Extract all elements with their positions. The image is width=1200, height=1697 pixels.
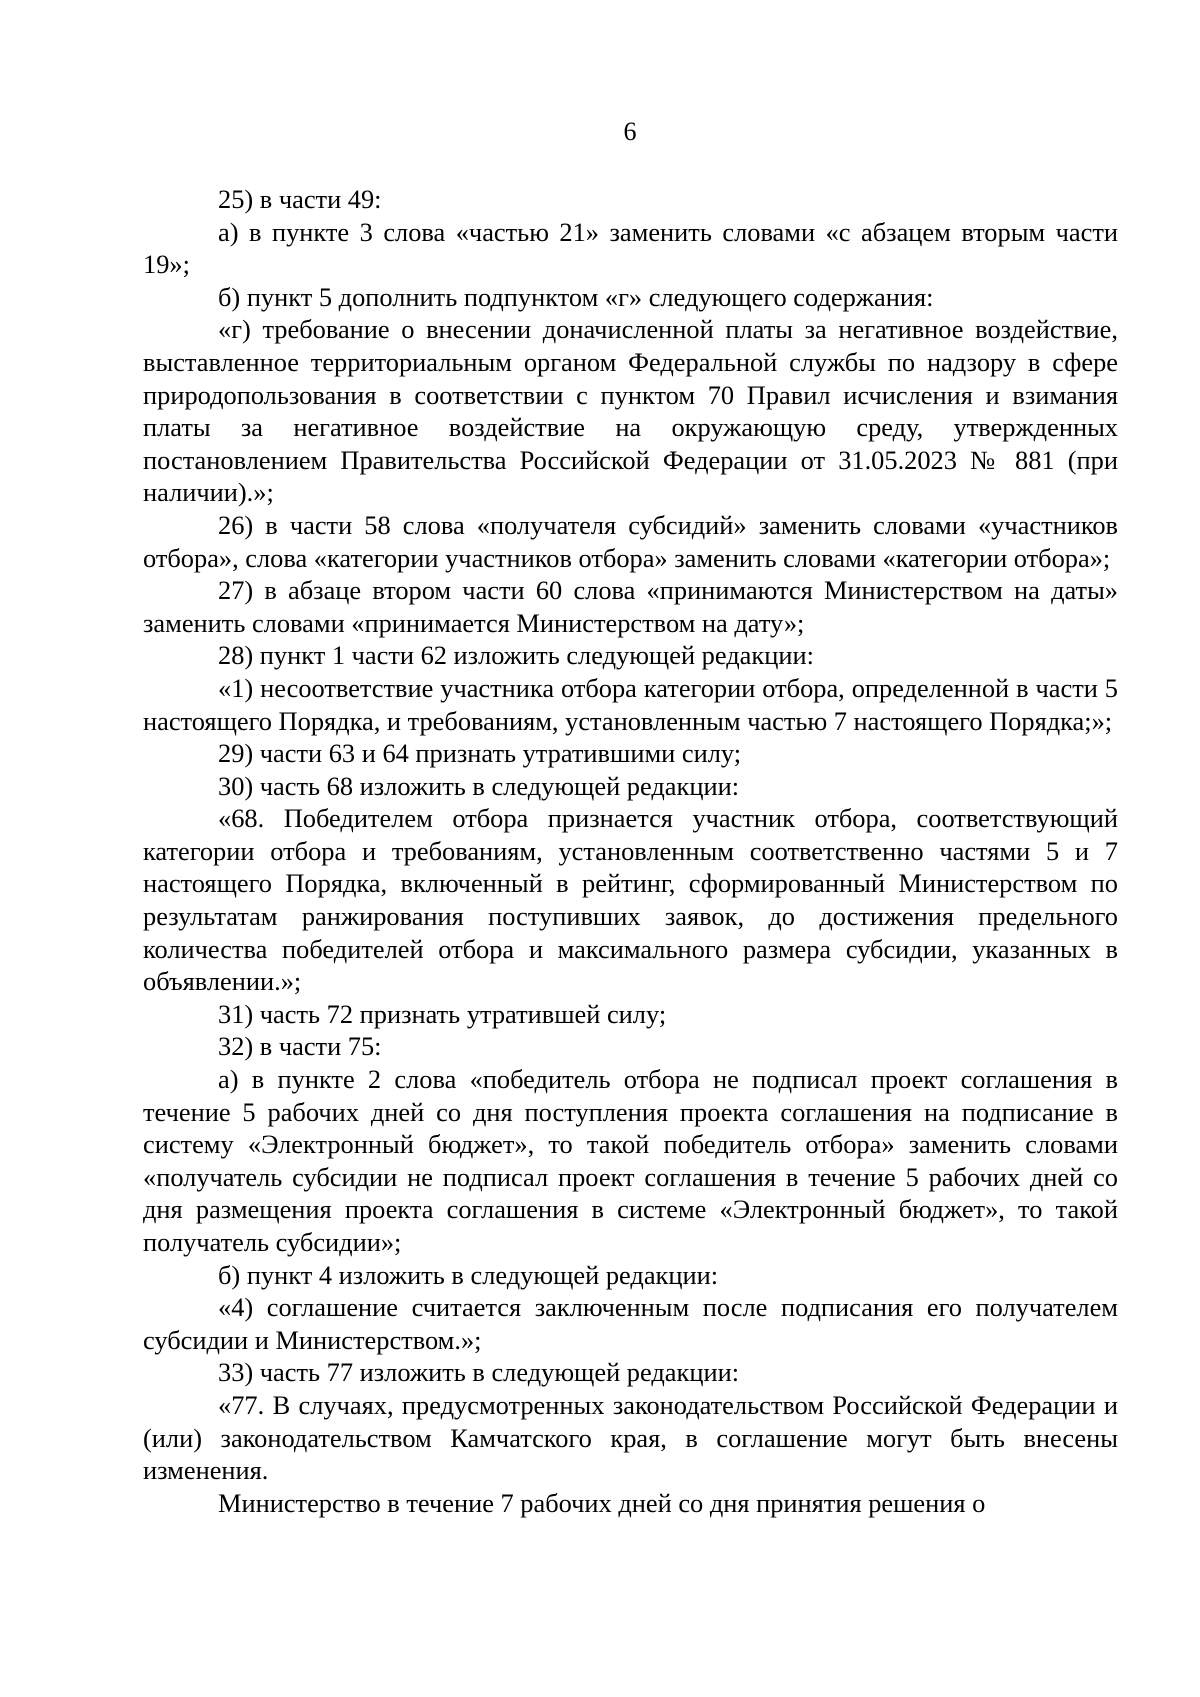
paragraph: «77. В случаях, предусмотренных законодательством Российской Федерации и (или) законодательством Камчатского края, в соглашение могут быть внесены изменения.	[143, 1389, 1118, 1486]
paragraph: б) пункт 5 дополнить подпунктом «г» следующего содержания:	[218, 281, 934, 312]
paragraph: «68. Победителем отбора признается участник отбора, соответствующий категории отбора и требованиям, установленным соответственно частями 5 и 7 настоящего Порядка, включенный в рейтинг, сформированный Министерством по результатам ранжирования поступивших заявок, до достижения предельного количества победителей отбора и максимального размера субсидии, указанных в объявлении.»;	[143, 803, 1118, 997]
paragraph: 33) часть 77 изложить в следующей редакции:	[218, 1357, 740, 1388]
paragraph: Министерство в течение 7 рабочих дней со дня принятия решения о	[218, 1487, 986, 1518]
paragraph: б) пункт 4 изложить в следующей редакции:	[218, 1259, 719, 1290]
paragraph: 30) часть 68 изложить в следующей редакции:	[218, 770, 740, 801]
paragraph: а) в пункте 3 слова «частью 21» заменить словами «с абзацем вторым части 19»;	[143, 216, 1118, 280]
paragraph: 26) в части 58 слова «получателя субсидий» заменить словами «участников отбора», слова «категории участников отбора» заменить словами «категории отбора»;	[143, 509, 1118, 573]
paragraph: 32) в части 75:	[218, 1031, 382, 1062]
paragraph: 28) пункт 1 части 62 изложить следующей редакции:	[218, 640, 814, 671]
page-number: 6	[623, 117, 637, 146]
document-body	[143, 183, 1118, 1519]
paragraph: а) в пункте 2 слова «победитель отбора не подписал проект соглашения в течение 5 рабочих дней со дня поступления проекта соглашения на подписание в систему «Электронный бюджет», то такой победитель отбора» заменить словами «получатель субсидии не подписал проект соглашения в течение 5 рабочих дней со дня размещения проекта соглашения в системе «Электронный бюджет», то такой получатель субсидии»;	[143, 1064, 1118, 1257]
paragraph: «1) несоответствие участника отбора категории отбора, определенной в части 5 настоящего Порядка, и требованиям, установленным частью 7 настоящего Порядка;»;	[143, 672, 1118, 736]
paragraph: 31) часть 72 признать утратившей силу;	[218, 998, 667, 1029]
paragraph: 25) в части 49:	[218, 184, 382, 214]
paragraph: «г) требование о внесении доначисленной платы за негативное воздействие, выставленное территориальным органом Федеральной службы по надзору в сфере природопользования в соответствии с пунктом 70 Правил исчисления и взимания платы за негативное воздействие на окружающую среду, утвержденных постановлением Правительства Российской Федерации от 31.05.2023 № 881 (при наличии).»;	[143, 314, 1118, 508]
paragraph: 27) в абзаце втором части 60 слова «принимаются Министерством на даты» заменить словами «принимается Министерством на дату»;	[143, 575, 1118, 638]
paragraph: 29) части 63 и 64 признать утратившими силу;	[218, 738, 742, 769]
paragraph: «4) соглашение считается заключенным после подписания его получателем субсидии и Министерством.»;	[143, 1292, 1118, 1355]
